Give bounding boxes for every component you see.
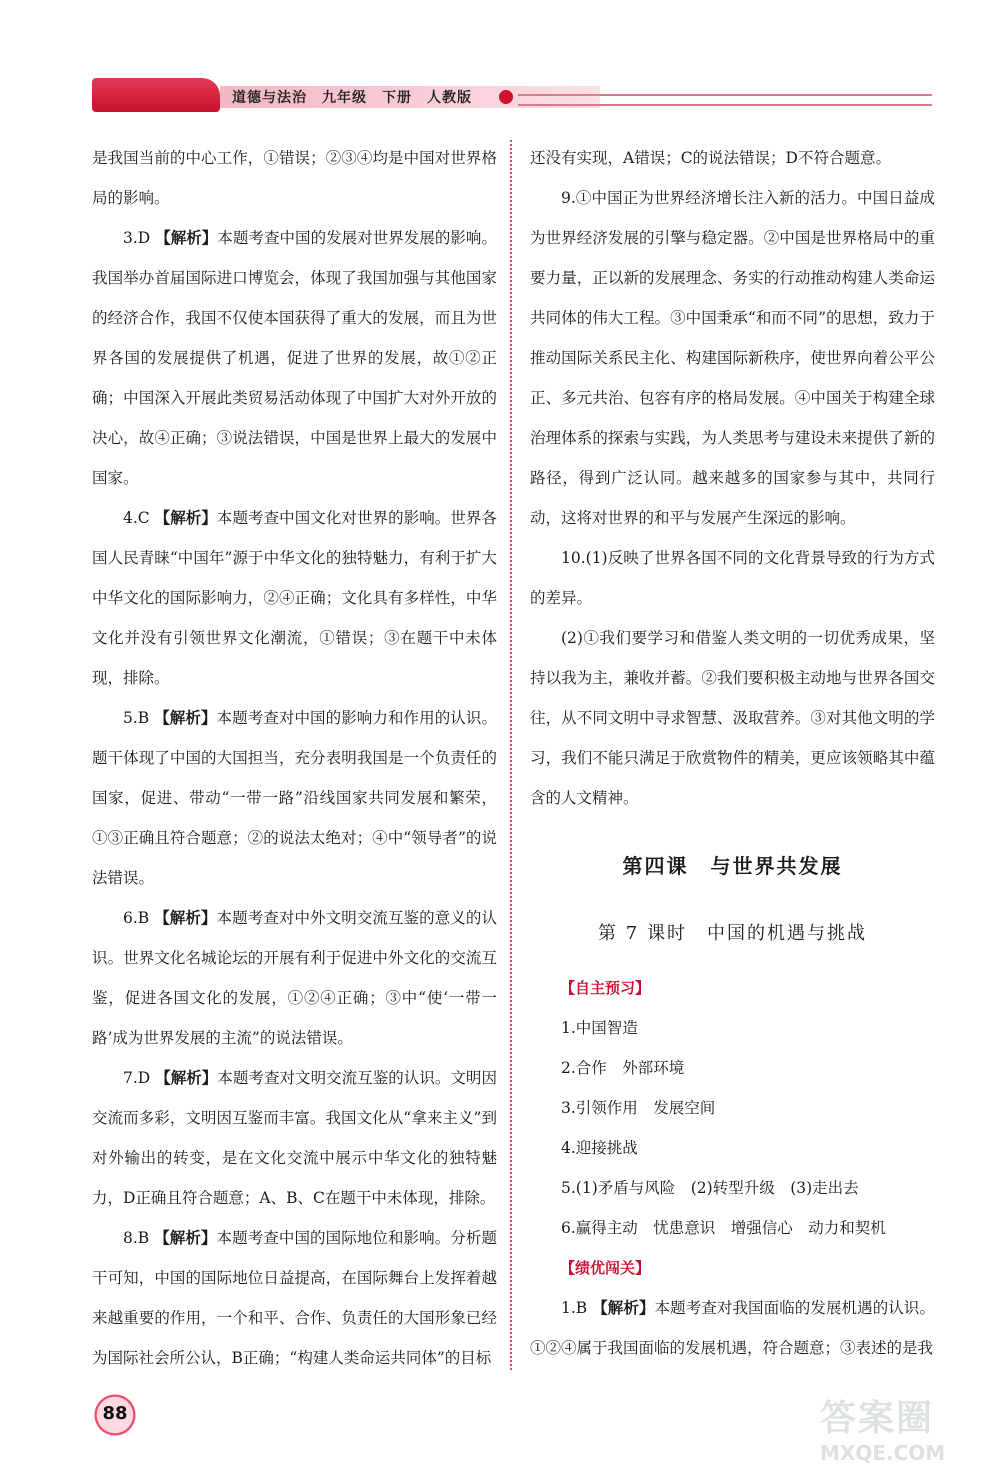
analysis-tag: 【解析】 <box>154 1228 217 1247</box>
analysis-tag: 【解析】 <box>154 508 217 527</box>
answer-text: 本题考查中国的发展对世界发展的影响。我国举办首届国际进口博览会，体现了我国加强与其他国家的经济合作，我国不仅使本国获得了重大的发展，而且为世界各国的发展提供了机遇，促进了世界的发展，故①②正确；中国深入开展此类贸易活动体现了中国扩大对外开放的决心，故④正确；③说法错误，中国是世界上最大的发展中国家。 <box>92 229 497 487</box>
answer-number: 4.C <box>123 509 150 527</box>
answer-text: 本题考查对我国面临的发展机遇的认识。①②④属于我国面临的发展机遇，符合题意；③表述的是我 <box>530 1299 935 1357</box>
preview-answer-item: 4.迎接挑战 <box>561 1139 638 1157</box>
header-rule <box>518 94 932 106</box>
answer-paragraph <box>530 178 935 538</box>
answer-paragraph <box>92 1218 497 1378</box>
watermark-url: MXQE.COM <box>820 1441 946 1465</box>
answer-number: 7.D <box>123 1069 151 1087</box>
watermark-logo <box>820 1390 990 1465</box>
answer-text: 本题考查对中国的影响力和作用的认识。题干体现了中国的大国担当，充分表明我国是一个负责任的国家，促进、带动“一带一路”沿线国家共同发展和繁荣，①③正确且符合题意；②的说法太绝对；④中“领导者”的说法错误。 <box>92 709 497 887</box>
preview-answer-item: 5.(1)矛盾与风险 (2)转型升级 (3)走出去 <box>561 1179 859 1197</box>
running-header <box>92 78 932 112</box>
analysis-tag: 【解析】 <box>592 1298 655 1317</box>
answer-text: 是我国当前的中心工作，①错误；②③④均是中国对世界格局的影响。 <box>92 149 497 207</box>
header-tab <box>92 78 220 112</box>
answer-text: (2)①我们要学习和借鉴人类文明的一切优秀成果，坚持以我为主，兼收并蓄。②我们要积极主动地与世界各国交往，从不同文明中寻求智慧、汲取营养。③对其他文明的学习，我们不能只满足于欣赏物件的精美，更应该领略其中蕴含的人文精神。 <box>530 629 935 807</box>
answer-paragraph <box>92 498 497 698</box>
answer-text: 本题考查对中外文明交流互鉴的意义的认识。世界文化名城论坛的开展有利于促进中外文化的交流互鉴，促进各国文化的发展，①②④正确；③中“使‘一带一路’成为世界发展的主流”的说法错误。 <box>92 909 497 1047</box>
answer-paragraph <box>92 698 497 898</box>
answer-paragraph <box>530 138 935 178</box>
answer-text: 本题考查中国的国际地位和影响。分析题干可知，中国的国际地位日益提高，在国际舞台上发挥着越来越重要的作用，一个和平、合作、负责任的大国形象已经为国际社会所公认，B正确；“构建人类命运共同体”的目标 <box>92 1229 497 1367</box>
analysis-tag: 【解析】 <box>154 708 217 727</box>
analysis-tag: 【解析】 <box>154 908 217 927</box>
answer-paragraph <box>530 618 935 818</box>
answer-number: 8.B <box>123 1229 150 1247</box>
preview-answer-list <box>530 1008 935 1248</box>
right-column <box>530 138 935 1368</box>
preview-answer-item: 3.引领作用 发展空间 <box>561 1099 716 1117</box>
answer-paragraph <box>530 1288 935 1368</box>
right-paragraphs <box>530 138 935 818</box>
preview-answer-item: 1.中国智造 <box>561 1019 638 1037</box>
answer-paragraph <box>92 138 497 218</box>
column-divider <box>510 140 512 1370</box>
answer-text: 10.(1)反映了世界各国不同的文化背景导致的行为方式的差异。 <box>530 549 935 607</box>
answer-text: 还没有实现，A错误；C的说法错误；D不符合题意。 <box>530 149 891 167</box>
preview-answer-item: 2.合作 外部环境 <box>561 1059 685 1077</box>
answer-text: 9.①中国正为世界经济增长注入新的活力。中国日益成为世界经济发展的引擎与稳定器。②中国是世界格局中的重要力量，正以新的发展理念、务实的行动推动构建人类命运共同体的伟大工程。③中国秉承“和而不同”的思想，致力于推动国际关系民主化、构建国际新秩序，使世界向着公平公正、多元共治、包容有序的格局发展。④中国关于构建全球治理体系的探索与实践，为人类思考与建设未来提供了新的路径，得到广泛认同。越来越多的国家参与其中，共同行动，这将对世界的和平与发展产生深远的影响。 <box>530 189 935 527</box>
answer-paragraph <box>92 898 497 1058</box>
watermark-stamp: 答案圈 <box>820 1398 935 1439</box>
answer-number: 1.B <box>561 1299 588 1317</box>
answer-text: 本题考查中国文化对世界的影响。世界各国人民青睐“中国年”源于中华文化的独特魅力，有利于扩大中华文化的国际影响力，②④正确；文化具有多样性，中华文化并没有引领世界文化潮流，①错误；③在题干中未体现，排除。 <box>92 509 497 687</box>
page-number-badge <box>92 1392 138 1438</box>
answer-paragraph <box>92 1058 497 1218</box>
answer-text: 本题考查对文明交流互鉴的认识。文明因交流而多彩，文明因互鉴而丰富。我国文化从“拿来主义”到对外输出的转变，是在文化交流中展示中华文化的独特魅力，D正确且符合题意；A、B、C在题干中未体现，排除。 <box>92 1069 497 1207</box>
answer-paragraph <box>92 218 497 498</box>
answer-number: 3.D <box>123 229 151 247</box>
lesson-title: 第四课 与世界共发展 <box>622 854 843 878</box>
section-heading-practice: 【绩优闯关】 <box>560 1259 651 1277</box>
preview-answer-item: 6.赢得主动 忧患意识 增强信心 动力和契机 <box>561 1219 886 1237</box>
period-title: 第 7 课时 中国的机遇与挑战 <box>598 923 867 944</box>
answer-number: 6.B <box>123 909 150 927</box>
section-heading-preview: 【自主预习】 <box>560 979 651 997</box>
answer-number: 5.B <box>123 709 150 727</box>
header-title: 道德与法治 九年级 下册 人教版 <box>232 90 472 106</box>
left-column <box>92 138 497 1378</box>
page-number: 88 <box>102 1403 128 1424</box>
header-dot-icon <box>499 90 513 104</box>
analysis-tag: 【解析】 <box>155 228 218 247</box>
answer-paragraph <box>530 538 935 618</box>
analysis-tag: 【解析】 <box>155 1068 218 1087</box>
